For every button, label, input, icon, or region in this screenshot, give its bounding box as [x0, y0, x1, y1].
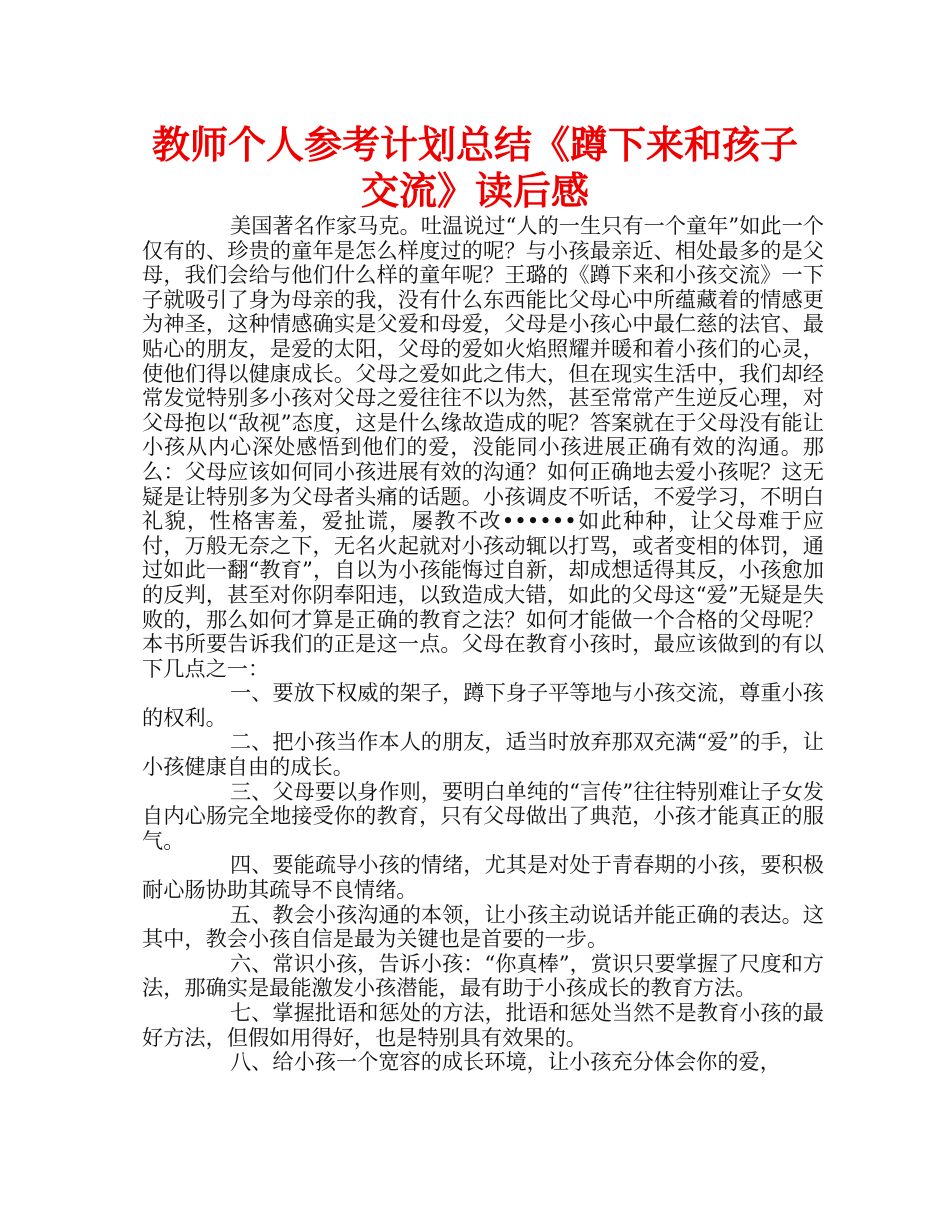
document-body — [142, 214, 824, 1075]
paragraph-point-4: 四、要能疏导小孩的情绪，尤其是对处于青春期的小孩，要积极耐心肠协助其疏导不良情绪。 — [142, 852, 824, 903]
paragraph-point-1: 一、要放下权威的架子，蹲下身子平等地与小孩交流，尊重小孩的权利。 — [142, 680, 824, 730]
document-title: 教师个人参考计划总结《蹲下来和孩子交流》读后感 — [151, 123, 798, 213]
paragraph-point-7: 七、掌握批语和惩处的方法，批语和惩处当然不是教育小孩的最好方法，但假如用得好，也是特别具有效果的。 — [142, 1000, 824, 1050]
paragraph-point-3: 三、父母要以身作则，要明白单纯的“言传”往往特别难让子女发自内心肠完全地接受你的教育，只有父母做出了典范，小孩才能真正的服气。 — [142, 778, 824, 853]
paragraph-intro: 美国著名作家马克。吐温说过“人的一生只有一个童年”如此一个仅有的、珍贵的童年是怎么样度过的呢？与小孩最亲近、相处最多的是父母，我们会给与他们什么样的童年呢？王璐的《蹲下来和小孩交流》一下子就吸引了身为母亲的我，没有什么东西能比父母心中所蕴藏着的情感更为神圣，这种情感确实是父爱和母爱，父母是小孩心中最仁慈的法官、最贴心的朋友，是爱的太阳，父母的爱如火焰照耀并暖和着小孩们的心灵，使他们得以健康成长。父母之爱如此之伟大，但在现实生活中，我们却经常发觉特别多小孩对父母之爱往往不以为然，甚至常常产生逆反心理，对父母抱以“敌视”态度，这是什么缘故造成的呢？答案就在于父母没有能让小孩从内心深处感悟到他们的爱，没能同小孩进展正确有效的沟通。那么：父母应该如何同小孩进展有效的沟通？如何正确地去爱小孩呢？这无疑是让特别多为父母者头痛的话题。小孩调皮不听话，不爱学习，不明白礼貌，性格害羞，爱扯谎，屡教不改••••••如此种种，让父母难于应付，万般无奈之下，无名火起就对小孩动辄以打骂，或者变相的体罚，通过如此一翻“教育”，自以为小孩能悔过自新，却成想适得其反，小孩愈加的反判，甚至对你阴奉阳违，以致造成大错，如此的父母这“爱”无疑是失败的，那么如何才算是正确的教育之法？如何才能做一个合格的父母呢？本书所要告诉我们的正是这一点。父母在教育小孩时，最应该做到的有以下几点之一： — [142, 213, 824, 681]
paragraph-point-2: 二、把小孩当作本人的朋友，适当时放弃那双充满“爱”的手，让小孩健康自由的成长。 — [142, 729, 824, 780]
paragraph-point-6: 六、常识小孩，告诉小孩：“你真棒”，赏识只要掌握了尺度和方法，那确实是最能激发小孩潜能，最有助于小孩成长的教育方法。 — [142, 950, 824, 1001]
paragraph-point-5: 五、教会小孩沟通的本领，让小孩主动说话并能正确的表达。这其中，教会小孩自信是最为关键也是首要的一步。 — [142, 901, 824, 952]
paragraph-point-8: 八、给小孩一个宽容的成长环境，让小孩充分体会你的爱， — [230, 1049, 781, 1075]
